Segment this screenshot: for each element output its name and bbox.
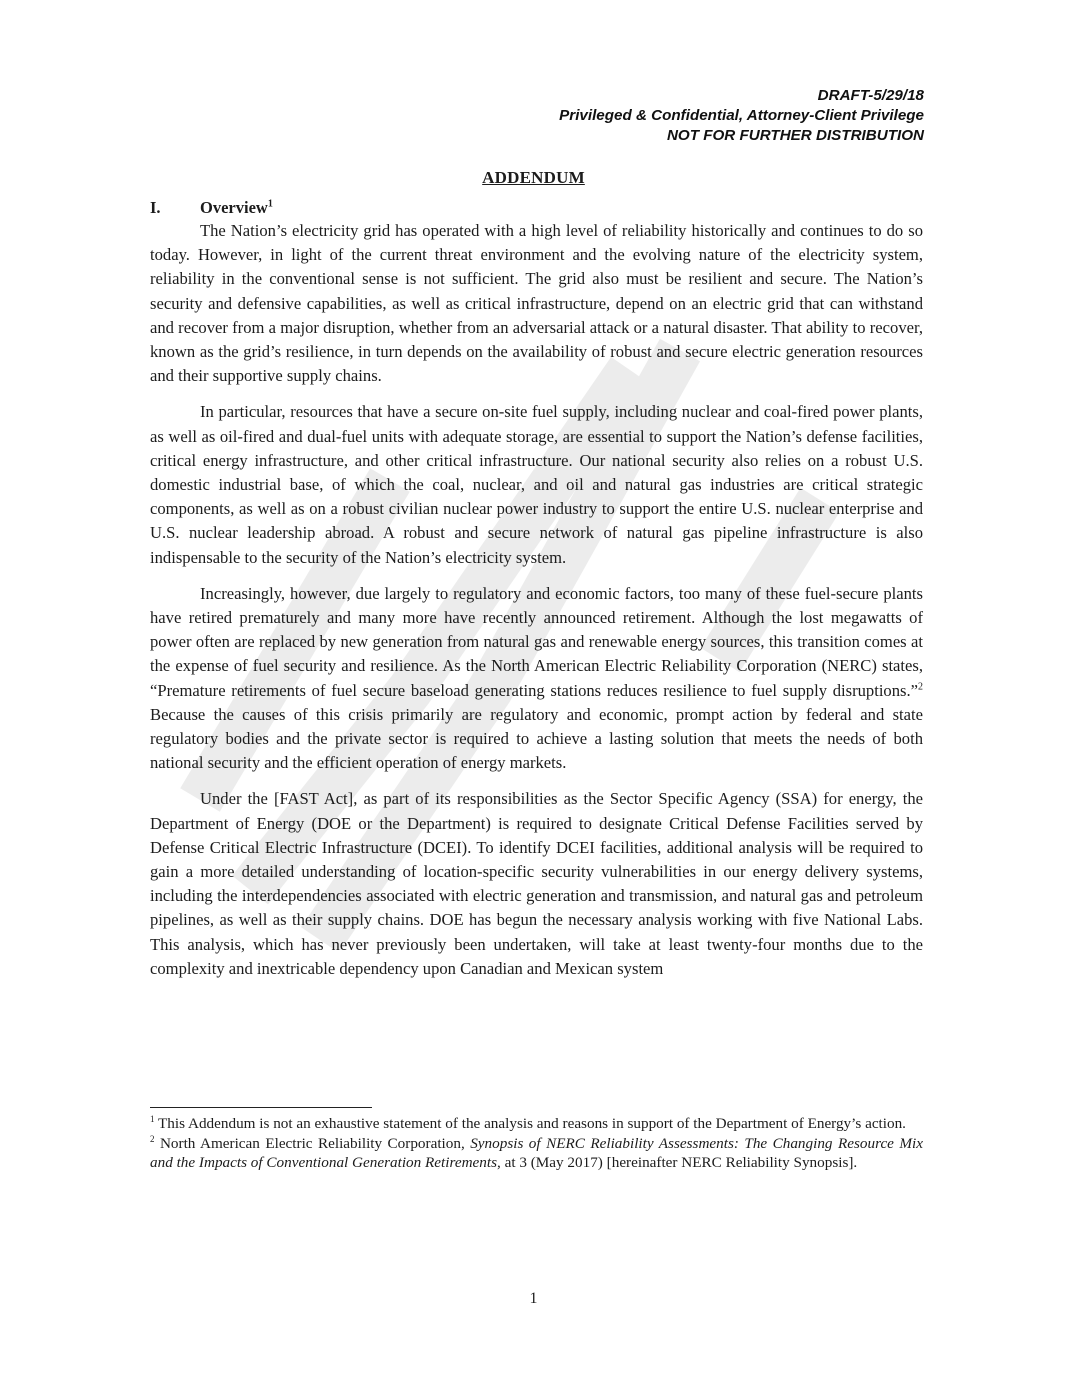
document-header — [559, 86, 924, 146]
footnote — [150, 1134, 923, 1172]
citation-title: Synopsis of NERC Reliability Assessments: The Changing Resource Mix and the Impacts of Conventional Generation Retirements — [150, 1135, 923, 1171]
paragraph-text: Because the causes of this crisis primarily are regulatory and economic, prompt action by federal and state regulatory bodies and the private sector is required to achieve a lasting solution that meets the needs of both national security and the efficient operation of energy markets. — [150, 704, 923, 773]
distribution-notice: NOT FOR FURTHER DISTRIBUTION — [666, 127, 924, 144]
paragraph — [150, 582, 923, 776]
footnote-text: This Addendum is not an exhaustive statement of the analysis and reasons in support of the Department of Energy’s action. — [154, 1115, 906, 1132]
document-title: ADDENDUM — [482, 168, 585, 187]
footnote-ref: 2 — [918, 681, 923, 693]
section-title: Overview — [200, 198, 268, 217]
footnote-number: 2 — [150, 1133, 155, 1144]
footnote-divider — [150, 1107, 372, 1108]
paragraph: Under the [FAST Act], as part of its responsibilities as the Sector Specific Agency (SSA) for energy, the Department of Energy (DOE or the Department) is required to designate Critical Defense Facilities served by Defense Critical Electric Infrastructure (DCEI). To identify DCEI facilities, additional analysis will be required to gain a more detailed understanding of location-specific security vulnerabilities in our energy delivery systems, including the interdependencies associated with electric generation and transmission, and natural gas and petroleum pipelines, as well as their supply chains. DOE has begun the necessary analysis working with five National Labs. This analysis, which has never previously been undertaken, will take at least twenty-four months due to the complexity and inextricable dependency upon Canadian and Mexican system — [150, 789, 923, 978]
footnote-text: North American Electric Reliability Corporation, — [154, 1135, 471, 1152]
paragraph: The Nation’s electricity grid has operated with a high level of reliability historically and continues to do so today. However, in light of the current threat environment and the evolving nature of the electricity system, reliability in the conventional sense is not sufficient. The grid also must be resilient and secure. The Nation’s security and defensive capabilities, as well as critical infrastructure, depend on an electric grid that can withstand and recover from a major disruption, whether from an adversarial attack or a natural disaster. That ability to recover, known as the grid’s resilience, in turn depends on the availability of robust and secure electric generation resources and their supportive supply chains. — [150, 221, 923, 386]
section-heading — [150, 198, 273, 218]
body-text — [150, 219, 923, 993]
paragraph: In particular, resources that have a secure on-site fuel supply, including nuclear and coal-fired power plants, as well as oil-fired and dual-fuel units with adequate storage, are essential to support the Nation’s defense facilities, critical energy infrastructure, and other critical infrastructure. Our national security also relies on a robust U.S. domestic industrial base, of which the coal, nuclear, and oil and natural gas industries are critical strategic components, as well as on a robust civilian nuclear power industry to support the entire U.S. nuclear enterprise and U.S. nuclear leadership abroad. A robust and secure network of natural gas pipeline infrastructure is also indispensable to the security of the Nation’s electricity system. — [150, 402, 923, 567]
footnote-text: , at 3 (May 2017) [hereinafter NERC Reliability Synopsis]. — [497, 1154, 858, 1171]
page-number: 1 — [529, 1290, 538, 1307]
paragraph-text: Increasingly, however, due largely to regulatory and economic factors, too many of these fuel-secure plants have retired prematurely and many more have recently announced retirement. Although the lost megawatts of power often are replaced by new generation from natural gas and renewable energy sources, this transition comes at the expense of fuel security and resilience. As the North American Electric Reliability Corporation (NERC) states, “Premature retirements of fuel secure baseload generating stations reduces resilience to fuel supply disruptions.” — [150, 583, 923, 700]
footnote-ref: 1 — [267, 198, 273, 210]
privilege-notice: Privileged & Confidential, Attorney-Client Privilege — [559, 107, 924, 124]
draft-date: DRAFT-5/29/18 — [817, 87, 924, 104]
footnote — [150, 1114, 923, 1133]
footnote-number: 1 — [150, 1113, 155, 1124]
footnotes — [150, 1114, 923, 1173]
section-number: I. — [150, 198, 161, 217]
